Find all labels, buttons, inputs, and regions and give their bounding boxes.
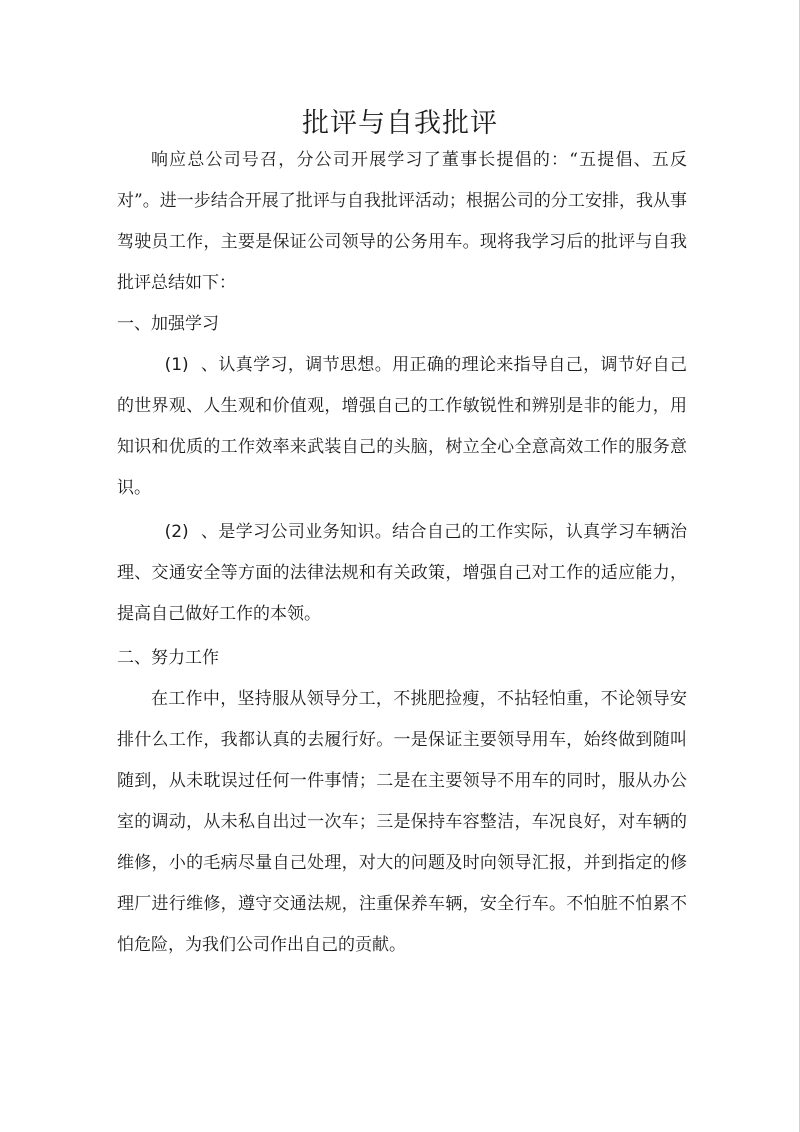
section-heading-study: 一、加强学习 (117, 314, 219, 334)
item-text: 、认真学习，调节思想。用正确的理论来指导自己，调节好自己的世界观、人生观和价值观，增强自己的工作敏锐性和辨别是非的能力，用知识和优质的工作效率来武装自己的头脑，树立全心全意高效工作的服务意识。 (117, 355, 687, 498)
list-item (117, 345, 687, 509)
list-item (117, 512, 687, 635)
item-number: (1) (164, 355, 189, 375)
section-heading-work: 二、努力工作 (117, 648, 219, 668)
document-body (117, 140, 687, 966)
intro-paragraph: 响应总公司号召，分公司开展学习了董事长提倡的：“五提倡、五反对”。进一步结合开展了批评与自我批评活动；根据公司的分工安排，我从事驾驶员工作，主要是保证公司领导的公务用车。现将我学习后的批评与自我批评总结如下： (117, 150, 687, 293)
item-number: (2) (164, 522, 189, 542)
item-text: 、是学习公司业务知识。结合自己的工作实际，认真学习车辆治理、交通安全等方面的法律法规和有关政策，增强自己对工作的适应能力，提高自己做好工作的本领。 (117, 522, 687, 624)
document-title: 批评与自我批评 (302, 108, 498, 139)
work-paragraph: 在工作中，坚持服从领导分工，不挑肥捡瘦，不拈轻怕重，不论领导安排什么工作，我都认真的去履行好。一是保证主要领导用车，始终做到随叫随到，从未耽误过任何一件事情；二是在主要领导不用车的同时，服从办公室的调动，从未私自出过一次车；三是保持车容整洁，车况良好，对车辆的维修，小的毛病尽量自己处理，对大的问题及时向领导汇报，并到指定的修理厂进行维修，遵守交通法规，注重保养车辆，安全行车。不怕脏不怕累不怕危险，为我们公司作出自己的贡献。 (117, 689, 687, 955)
